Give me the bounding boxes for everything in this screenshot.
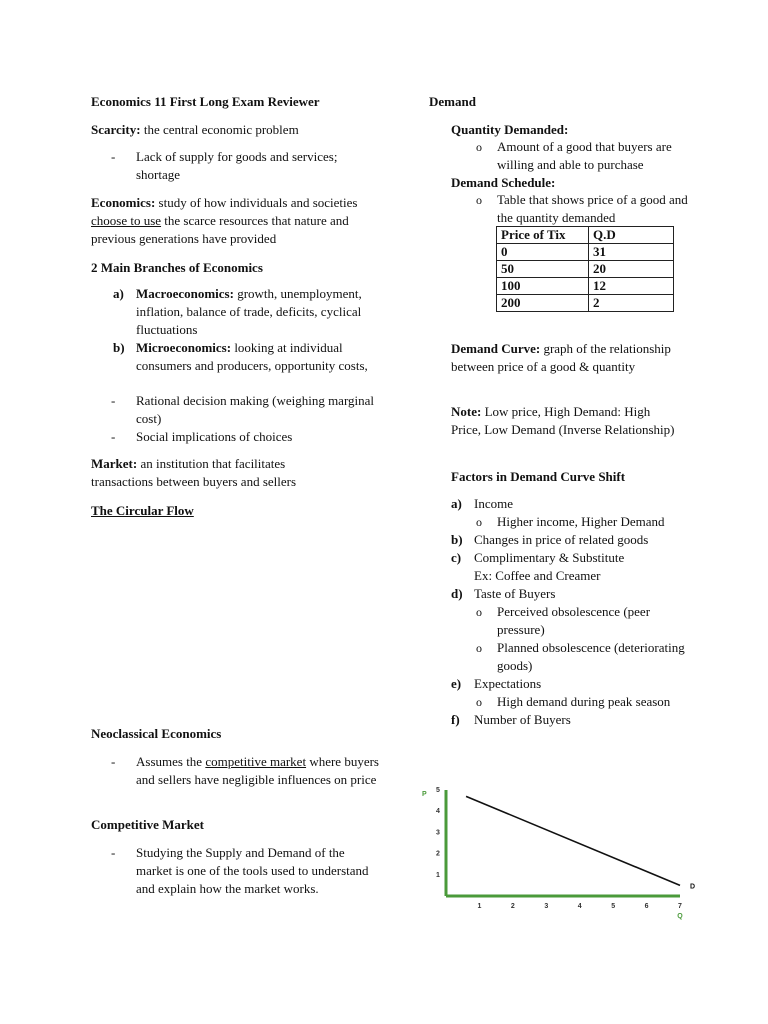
market-definition: Market: an institution that facilitates transactions between buyers and sellers: [91, 456, 297, 489]
schedule-heading: Demand Schedule:: [451, 175, 556, 190]
x-tick-label: 2: [510, 903, 515, 910]
demand-curve-line: [466, 796, 680, 885]
micro-note-rational: - Rational decision making (weighing marginal cost): [111, 393, 375, 426]
y-tick-label: 4: [436, 808, 440, 816]
y-tick-label: 3: [436, 829, 440, 837]
demand-schedule-table: [496, 226, 674, 312]
y-tick-label: 5: [436, 787, 440, 794]
factor-taste: d) Taste of Buyers: [451, 586, 556, 601]
branches-heading: 2 Main Branches of Economics: [91, 260, 263, 275]
note: Note: Low price, High Demand: High Price, Low Demand (Inverse Relationship): [451, 404, 675, 437]
scarcity-definition: Scarcity: the central economic problem: [91, 122, 299, 137]
economics-definition: Economics: study of how individuals and societies choose to use the scarce resources that nature and previous generations have provided: [91, 195, 358, 246]
factor-expectations-sub: o High demand during peak season: [476, 694, 671, 709]
factor-related-goods: b) Changes in price of related goods: [451, 532, 649, 547]
table-row: [497, 278, 674, 295]
table-cell: 31: [589, 244, 674, 261]
table-cell: 12: [589, 278, 674, 295]
demand-curve-definition: Demand Curve: graph of the relationship between price of a good & quantity: [451, 341, 671, 374]
neoclassical-heading: Neoclassical Economics: [91, 726, 222, 741]
table-row: [497, 261, 674, 278]
qd-heading: Quantity Demanded:: [451, 122, 569, 137]
y-tick-label: 2: [436, 850, 440, 858]
factors-heading: Factors in Demand Curve Shift: [451, 469, 626, 484]
table-cell: 200: [497, 295, 589, 312]
factor-buyers: f) Number of Buyers: [451, 712, 571, 727]
x-tick-label: 7: [678, 903, 682, 910]
schedule-definition: o Table that shows price of a good and the quantity demanded: [476, 192, 688, 225]
table-cell: 2: [589, 295, 674, 312]
table-header-row: [497, 227, 674, 244]
factor-complement-example: Ex: Coffee and Creamer: [474, 568, 601, 583]
demand-heading: Demand: [429, 94, 476, 109]
demand-curve-chart: [410, 775, 710, 925]
table-cell: 20: [589, 261, 674, 278]
qd-definition: o Amount of a good that buyers are willing and able to purchase: [476, 139, 672, 172]
factor-taste-sub2: o Planned obsolescence (deteriorating goods): [476, 640, 685, 673]
table-header: Q.D: [589, 227, 674, 244]
factor-complement: c) Complimentary & Substitute: [451, 550, 625, 565]
x-tick-label: 4: [577, 903, 582, 910]
micro-note-social: - Social implications of choices: [111, 429, 293, 444]
x-tick-label: 6: [644, 903, 649, 910]
table-row: [497, 295, 674, 312]
micro-item: b) Microeconomics: looking at individual consumers and producers, opportunity costs,: [113, 340, 368, 373]
doc-title: Economics 11 First Long Exam Reviewer: [91, 94, 320, 109]
factors-list: [429, 495, 691, 729]
circular-flow-heading: The Circular Flow: [91, 503, 194, 518]
table-cell: 0: [497, 244, 589, 261]
y-tick-label: 1: [436, 871, 440, 879]
table-cell: 100: [497, 278, 589, 295]
demand-curve-label: D: [690, 883, 696, 891]
x-axis-label: Q: [677, 913, 683, 920]
table-cell: 50: [497, 261, 589, 278]
factor-taste-sub1: o Perceived obsolescence (peer pressure): [476, 604, 651, 637]
factor-income-sub: o Higher income, Higher Demand: [476, 514, 665, 529]
table-row: [497, 244, 674, 261]
macro-item: a) Macroeconomics: growth, unemployment, inflation, balance of trade, deficits, cyclical fluctuations: [113, 286, 362, 337]
competitive-heading: Competitive Market: [91, 817, 204, 832]
competitive-note: - Studying the Supply and Demand of the market is one of the tools used to understand and explain how the market works.: [111, 845, 369, 896]
y-axis-label: P: [422, 791, 427, 798]
factor-income: a) Income: [451, 496, 513, 511]
x-tick-label: 3: [544, 903, 549, 910]
x-tick-label: 5: [611, 903, 616, 910]
x-tick-label: 1: [477, 903, 482, 910]
factor-expectations: e) Expectations: [451, 676, 542, 691]
scarcity-note: - Lack of supply for goods and services; shortage: [111, 149, 338, 182]
table-header: Price of Tix: [497, 227, 589, 244]
neoclassical-note: - Assumes the competitive market where buyers and sellers have negligible influences on price: [111, 754, 379, 787]
